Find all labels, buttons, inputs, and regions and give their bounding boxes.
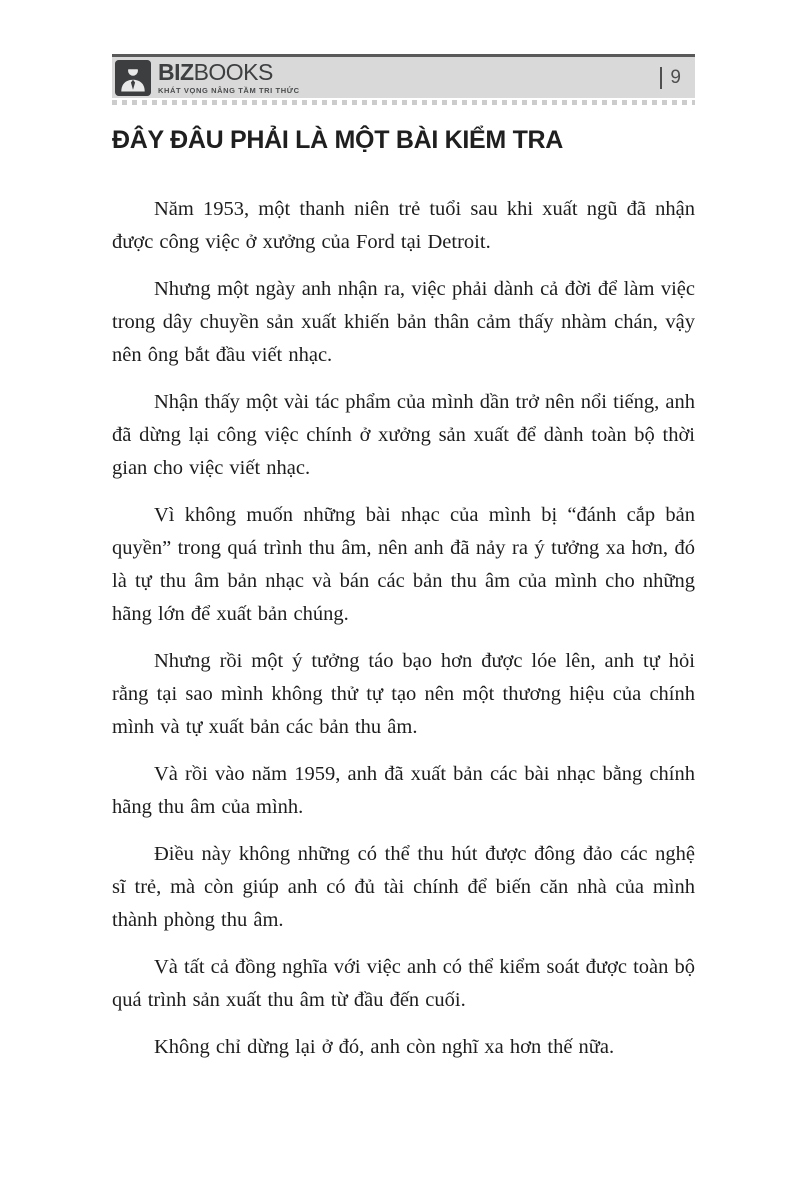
perforation-edge bbox=[112, 100, 695, 105]
paragraph-3: Nhận thấy một vài tác phẩm của mình dần trở nên nổi tiếng, anh đã dừng lại công việc chính ở xưởng sản xuất để dành toàn bộ thời gian cho việc viết nhạc. bbox=[112, 391, 695, 479]
brand-name-biz: BIZ bbox=[158, 58, 194, 85]
paragraph-9: Không chỉ dừng lại ở đó, anh còn nghĩ xa hơn thế nữa. bbox=[154, 1036, 615, 1058]
page-number-divider bbox=[660, 67, 662, 89]
paragraph-5: Nhưng rồi một ý tưởng táo bạo hơn được lóe lên, anh tự hỏi rằng tại sao mình không thử tự tạo nên một thương hiệu của chính mình và tự xuất bản các bản thu âm. bbox=[112, 650, 695, 738]
page-header bbox=[112, 54, 695, 98]
publisher-logo bbox=[112, 60, 300, 96]
bizbooks-logo-icon bbox=[115, 60, 151, 96]
chapter-content bbox=[112, 193, 695, 1078]
brand-name bbox=[158, 58, 300, 85]
paragraph-7: Điều này không những có thể thu hút được đông đảo các nghệ sĩ trẻ, mà còn giúp anh có đủ tài chính để biến căn nhà của mình thành phòng thu âm. bbox=[112, 843, 695, 931]
brand-tagline: KHÁT VỌNG NÂNG TẦM TRI THỨC bbox=[158, 85, 300, 95]
brand-text bbox=[158, 58, 300, 95]
paragraph-1: Năm 1953, một thanh niên trẻ tuổi sau khi xuất ngũ đã nhận được công việc ở xưởng của Ford tại Detroit. bbox=[112, 198, 695, 253]
brand-name-books: BOOKS bbox=[193, 58, 273, 85]
page-number bbox=[660, 67, 695, 89]
paragraph-4: Vì không muốn những bài nhạc của mình bị “đánh cắp bản quyền” trong quá trình thu âm, nên anh đã nảy ra ý tưởng xa hơn, đó là tự thu âm bản nhạc và bán các bản thu âm của mình cho những hãng lớn để xuất bản chúng. bbox=[112, 504, 695, 625]
paragraph-2: Nhưng một ngày anh nhận ra, việc phải dành cả đời để làm việc trong dây chuyền sản xuất khiến bản thân cảm thấy nhàm chán, vậy nên ông bắt đầu viết nhạc. bbox=[112, 278, 695, 366]
paragraph-8: Và tất cả đồng nghĩa với việc anh có thể kiểm soát được toàn bộ quá trình sản xuất thu âm từ đầu đến cuối. bbox=[112, 956, 695, 1011]
page-number-value: 9 bbox=[670, 66, 681, 88]
paragraph-6: Và rồi vào năm 1959, anh đã xuất bản các bài nhạc bằng chính hãng thu âm của mình. bbox=[112, 763, 695, 818]
chapter-title: ĐÂY ĐÂU PHẢI LÀ MỘT BÀI KIỂM TRA bbox=[112, 126, 564, 154]
